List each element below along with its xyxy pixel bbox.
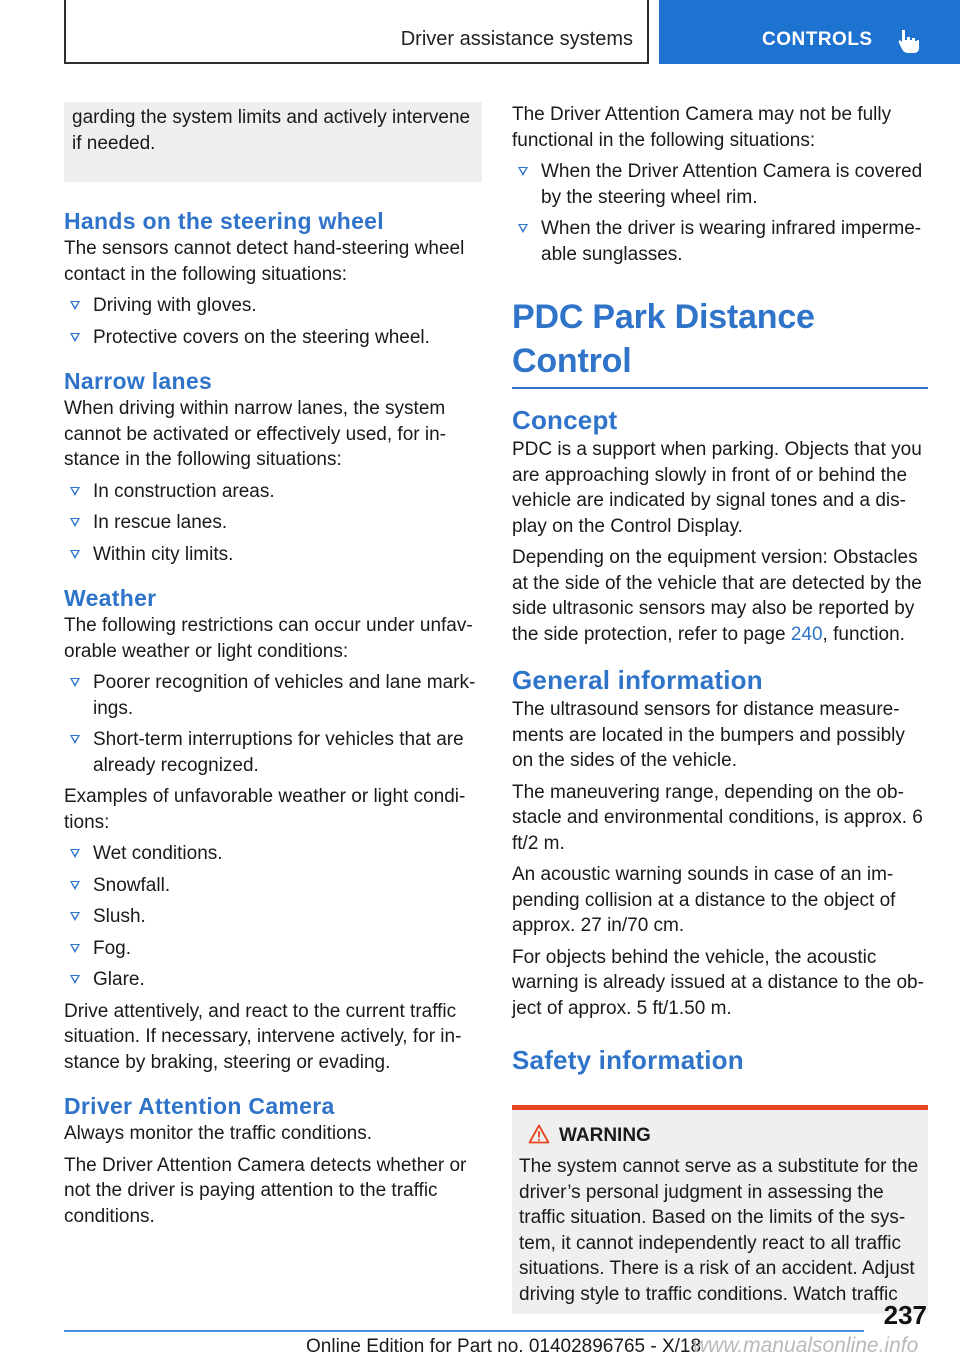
list-item: [64, 670, 482, 721]
weather-examples-list: [64, 841, 482, 993]
list-item: [64, 841, 482, 867]
pointing-hand-icon: [898, 28, 920, 54]
list-item: [64, 904, 482, 930]
list-item: [64, 542, 482, 568]
warning-title: [519, 1124, 921, 1148]
header-chapter-tab: [659, 0, 960, 64]
heading-concept: Concept: [512, 405, 618, 435]
page-number: 237: [883, 1300, 927, 1330]
heading-weather: Weather: [64, 585, 157, 611]
list-item-text: Fog.: [93, 937, 132, 959]
concept-text-2: [512, 545, 928, 647]
general-text-4: For objects behind the vehicle, the acoustic warning is already issued at a distance to the ob-ject of approx. 5 ft/1.50 m.: [512, 946, 924, 1019]
general-text-2: The maneuvering range, depending on the ob-stacle and environmental conditions, is approx. 6 ft/2 m.: [512, 781, 923, 854]
list-item-text: Protective covers on the steering wheel.: [93, 326, 430, 348]
list-item: [64, 873, 482, 899]
concept-text-1: PDC is a support when parking. Objects that you are approaching slowly in front of or behind the vehicle are indicated by signal tones and a dis-play on the Control Display.: [512, 439, 922, 537]
heading-safety-information: Safety information: [512, 1045, 744, 1075]
list-item: [64, 479, 482, 505]
heading-driver-attention-camera: Driver Attention Camera: [64, 1093, 335, 1119]
list-item: [512, 159, 928, 210]
list-item-text: Wet conditions.: [93, 843, 223, 864]
footer-divider: [64, 1330, 864, 1332]
bullet-triangle-icon: [70, 881, 80, 890]
warning-text: The system cannot serve as a substitute for the driver’s personal judgment in assessing the traffic situation. Based on the limits of the sys-tem, it cannot independently react to all traffic situations. There is a risk of an accident. Adjust driving style to traffic conditions. Watch traffic: [519, 1156, 919, 1305]
bullet-triangle-icon: [70, 944, 80, 953]
weather-text: The following restrictions can occur under unfav-orable weather or light conditions:: [64, 615, 473, 662]
warning-box: [512, 1105, 928, 1314]
camera-text-1: Always monitor the traffic conditions.: [64, 1123, 373, 1144]
weather-advice: Drive attentively, and react to the current traffic situation. If necessary, intervene actively, for in-stance by braking, steering or evading.: [64, 1000, 462, 1073]
list-item-text: In rescue lanes.: [93, 512, 228, 533]
right-column: [512, 102, 928, 1314]
bullet-triangle-icon: [70, 518, 80, 527]
bullet-triangle-icon: [70, 735, 80, 744]
header-section-title: Driver assistance systems: [400, 28, 633, 50]
list-item-text: When the driver is wearing infrared imperme-able sunglasses.: [541, 218, 922, 265]
heading-general-information: General information: [512, 665, 763, 695]
left-column: [64, 102, 482, 1235]
heading-narrow-lanes: Narrow lanes: [64, 368, 213, 394]
weather-list: [64, 670, 482, 778]
list-item: [64, 510, 482, 536]
list-item: [64, 936, 482, 962]
camera-text-2: The Driver Attention Camera detects whether or not the driver is paying attention to the traffic conditions.: [64, 1154, 467, 1227]
page-reference-link[interactable]: 240: [790, 623, 823, 645]
camera-limits-list: [512, 159, 928, 267]
bullet-triangle-icon: [70, 333, 80, 342]
bullet-triangle-icon: [70, 678, 80, 687]
header-section-box: [64, 0, 649, 64]
warning-triangle-icon: [528, 1124, 550, 1144]
bullet-triangle-icon: [70, 975, 80, 984]
hands-text: The sensors cannot detect hand-steering wheel contact in the following situations:: [64, 238, 465, 285]
weather-examples-text: Examples of unfavorable weather or light condi-tions:: [64, 786, 466, 833]
bullet-triangle-icon: [518, 224, 528, 233]
bullet-triangle-icon: [70, 912, 80, 921]
bullet-triangle-icon: [70, 487, 80, 496]
header-chapter-label: CONTROLS: [762, 29, 873, 50]
camera-limits-text: The Driver Attention Camera may not be fully functional in the following situations:: [512, 104, 892, 151]
list-item-text: Slush.: [93, 906, 146, 927]
heading-hands-on-wheel: Hands on the steering wheel: [64, 208, 384, 234]
list-item: [64, 727, 482, 778]
bullet-triangle-icon: [70, 849, 80, 858]
narrow-text: When driving within narrow lanes, the system cannot be activated or effectively used, for in-stance in the following situations:: [64, 398, 446, 470]
list-item-text: Short-term interruptions for vehicles that are already recognized.: [93, 729, 464, 776]
concept-text-2-start: Depending on the equipment version: Obstacles at the side of the vehicle that are detected by the side ultrasonic sensors may also be reported by the side protection, refer to page: [512, 547, 922, 645]
watermark: www.manualsonline.info: [693, 1334, 919, 1357]
list-item-text: Driving with gloves.: [93, 295, 257, 316]
warning-label: WARNING: [559, 1125, 651, 1146]
hands-list: [64, 293, 482, 350]
list-item-text: Glare.: [93, 969, 145, 990]
list-item-text: In construction areas.: [93, 480, 275, 502]
bullet-triangle-icon: [70, 550, 80, 559]
list-item-text: Poorer recognition of vehicles and lane mark-ings.: [93, 672, 476, 719]
list-item: [64, 293, 482, 319]
list-item-text: Within city limits.: [93, 543, 234, 565]
list-item-text: When the Driver Attention Camera is covered by the steering wheel rim.: [541, 161, 923, 208]
footer-edition: Online Edition for Part no. 01402896765 - X/18: [306, 1336, 702, 1357]
list-item: [512, 216, 928, 267]
concept-text-2-end: , function.: [822, 623, 905, 645]
pdc-title: PDC Park Distance Control: [512, 295, 928, 389]
intro-continuation: garding the system limits and actively intervene if needed.: [72, 107, 471, 154]
list-item: [64, 325, 482, 351]
bullet-triangle-icon: [70, 301, 80, 310]
list-item: [64, 967, 482, 993]
intro-box: [64, 102, 482, 182]
general-text-3: An acoustic warning sounds in case of an im-pending collision at a distance to the object of approx. 27 in/70 cm.: [512, 864, 896, 936]
narrow-list: [64, 479, 482, 568]
list-item-text: Snowfall.: [93, 874, 171, 896]
bullet-triangle-icon: [518, 167, 528, 176]
general-text-1: The ultrasound sensors for distance measure-ments are located in the bumpers and possibly on the sides of the vehicle.: [512, 699, 905, 771]
